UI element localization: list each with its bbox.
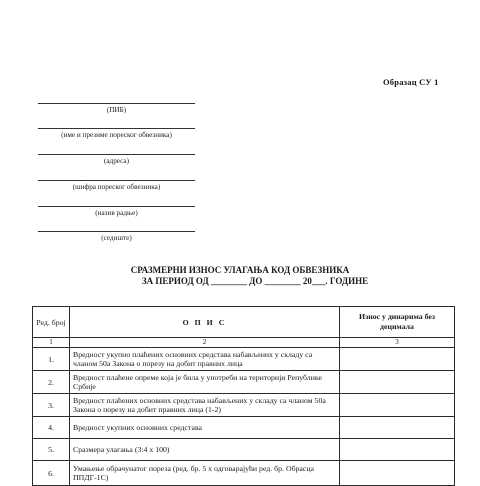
taxpayer-name-field[interactable] <box>38 128 195 139</box>
row-description: Умањење обрачунатог пореза (ред. бр. 5 х одговарајући ред. бр. Обрасца ППДГ-1С) <box>70 461 340 486</box>
table-header-row <box>33 307 455 338</box>
row-amount-cell[interactable] <box>340 439 455 461</box>
row-description: Вредност укупно плаћених основних средстава набављених у складу са чланом 50а Закона о порезу на добит правних лица <box>70 348 340 371</box>
table-row <box>33 461 455 486</box>
seat-field[interactable] <box>38 231 195 242</box>
header-number: Ред. број <box>33 307 70 338</box>
row-amount-cell[interactable] <box>340 348 455 371</box>
row-description: Вредност плаћене опреме која је била у употреби на територији Републике Србије <box>70 371 340 394</box>
table-row <box>33 394 455 417</box>
pib-line <box>38 103 195 104</box>
taxpayer-code-caption: (шифра пореског обвезника) <box>72 183 161 191</box>
row-amount-cell[interactable] <box>340 394 455 417</box>
title-line-2[interactable]: ЗА ПЕРИОД ОД ________ ДО ________ 20___. ГОДИНЕ <box>141 276 369 286</box>
table-row <box>33 371 455 394</box>
seat-line <box>38 231 195 232</box>
table-index-row <box>33 338 455 348</box>
table-row <box>33 417 455 439</box>
shop-name-field[interactable] <box>38 206 195 217</box>
row-amount-cell[interactable] <box>340 461 455 486</box>
header-description: О П И С <box>70 307 340 338</box>
shop-name-line <box>38 206 195 207</box>
address-caption: (адреса) <box>103 157 130 165</box>
row-number: 6. <box>33 461 70 486</box>
table-row <box>33 439 455 461</box>
pib-caption: (ПИБ) <box>106 106 127 114</box>
row-description: Сразмера улагања (3:4 х 100) <box>70 439 340 461</box>
index-cell-3: 3 <box>340 338 455 348</box>
row-description: Вредност укупних основних средстава <box>70 417 340 439</box>
row-amount-cell[interactable] <box>340 371 455 394</box>
table-row <box>33 348 455 371</box>
shop-name-caption: (назив радње) <box>95 209 138 217</box>
title-line-1: СРАЗМЕРНИ ИЗНОС УЛАГАЊА КОД ОБВЕЗНИКА <box>130 265 350 275</box>
pib-field[interactable] <box>38 103 195 114</box>
form-title <box>0 265 480 287</box>
row-number: 2. <box>33 371 70 394</box>
row-number: 1. <box>33 348 70 371</box>
header-amount: Износ у динарима без децимала <box>340 307 455 338</box>
index-cell-1: 1 <box>33 338 70 348</box>
row-number: 5. <box>33 439 70 461</box>
index-cell-2: 2 <box>70 338 340 348</box>
row-description: Вредност плаћених основних средстава набављених у складу са чланом 50а Закона о порезу на добит правних лица (1-2) <box>70 394 340 417</box>
taxpayer-code-field[interactable] <box>38 180 195 191</box>
address-field[interactable] <box>38 154 195 165</box>
investment-table <box>32 306 455 486</box>
row-number: 4. <box>33 417 70 439</box>
form-code: Образац СУ 1 <box>383 77 439 87</box>
address-line <box>38 154 195 155</box>
seat-caption: (седиште) <box>101 234 132 242</box>
taxpayer-code-line <box>38 180 195 181</box>
row-amount-cell[interactable] <box>340 417 455 439</box>
taxpayer-name-caption: (име и презиме пореског обвезника) <box>61 131 172 139</box>
row-number: 3. <box>33 394 70 417</box>
taxpayer-name-line <box>38 128 195 129</box>
